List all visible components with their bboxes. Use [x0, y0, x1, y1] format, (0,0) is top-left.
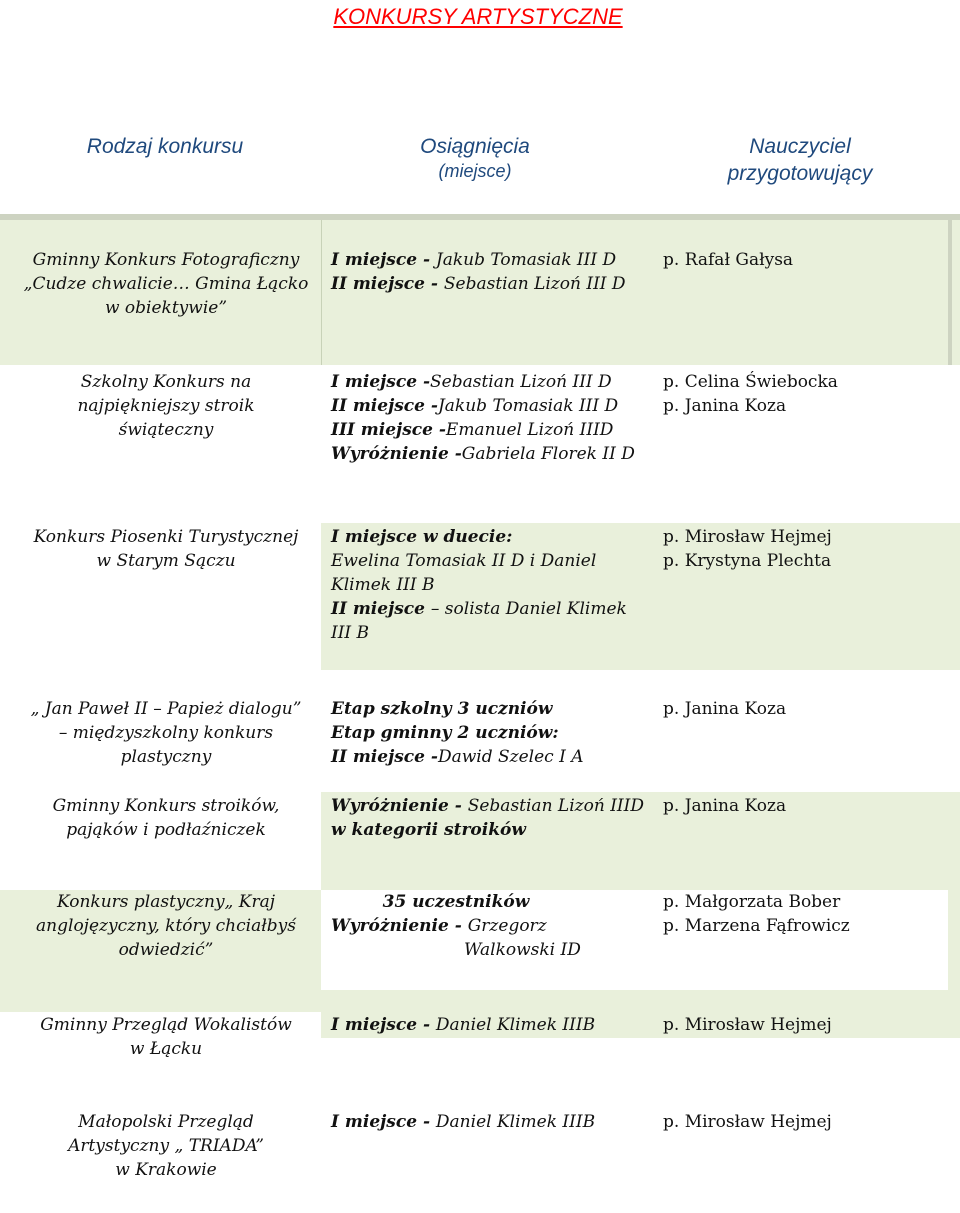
result-line: 35 uczestników	[382, 892, 530, 912]
teacher-name: p. Janina Koza	[663, 396, 787, 416]
contest-line: anglojęzyczny, który chciałbyś	[36, 916, 296, 936]
contest-line: w Łącku	[129, 1039, 203, 1059]
contest-line: Artystyczny „ TRIADA”	[68, 1136, 264, 1156]
table-row	[0, 890, 960, 1012]
contest-line: „ Jan Paweł II – Papież dialogu”	[30, 699, 302, 719]
contest-name	[16, 370, 316, 442]
teachers	[663, 794, 953, 818]
contest-name	[16, 525, 316, 573]
table-row	[0, 220, 960, 365]
table-row	[0, 365, 960, 520]
teachers	[663, 890, 953, 938]
header-achievements-sub: (miejsce)	[438, 161, 512, 181]
teacher-name: p. Celina Świebocka	[663, 372, 838, 392]
teacher-name: p. Mirosław Hejmej	[663, 527, 832, 547]
contest-line: Gminny Przegląd Wokalistów	[40, 1015, 292, 1035]
contest-line: Szkolny Konkurs na	[80, 372, 252, 392]
contest-name	[16, 890, 316, 962]
contest-line: Konkurs Piosenki Turystycznej	[33, 527, 299, 547]
results	[331, 248, 651, 296]
results	[331, 525, 651, 645]
contest-line: plastyczny	[120, 747, 212, 767]
page-title: KONKURSY ARTYSTYCZNE	[333, 4, 623, 29]
teacher-name: p. Rafał Gałysa	[663, 250, 794, 270]
result-line: Etap szkolny 3 uczniów	[331, 699, 553, 719]
result-line: I miejsce - Jakub Tomasiak III D	[331, 250, 617, 270]
table-right-border	[948, 220, 952, 365]
result-line: Wyróżnienie - Grzegorz	[331, 916, 547, 936]
contest-line: w obiektywie”	[104, 298, 228, 318]
table-row	[0, 1012, 960, 1110]
contest-name	[16, 1013, 316, 1061]
results	[331, 370, 651, 466]
teachers	[663, 248, 953, 272]
table-row	[0, 520, 960, 670]
header-achievements-label: Osiągnięcia	[420, 135, 530, 158]
header-teacher-line2: przygotowujący	[727, 162, 873, 185]
results	[331, 1110, 651, 1134]
contest-line: – międzyszkolny konkurs	[58, 723, 274, 743]
teachers	[663, 1110, 953, 1134]
teacher-name: p. Krystyna Plechta	[663, 551, 832, 571]
result-line: III B	[331, 623, 370, 643]
result-line: Walkowski ID	[464, 940, 581, 960]
results	[331, 794, 651, 842]
results	[331, 890, 651, 962]
result-line: I miejsce -Sebastian Lizoń III D	[331, 372, 612, 392]
result-line: II miejsce – solista Daniel Klimek	[331, 599, 627, 619]
result-line: Ewelina Tomasiak II D i Daniel	[331, 551, 597, 571]
contest-line: Gminny Konkurs stroików,	[52, 796, 280, 816]
result-line: w kategorii stroików	[331, 820, 526, 840]
results	[331, 1013, 651, 1037]
teacher-name: p. Mirosław Hejmej	[663, 1112, 832, 1132]
header-achievements	[330, 133, 620, 182]
teacher-name: p. Mirosław Hejmej	[663, 1015, 832, 1035]
teacher-name: p. Marzena Fąfrowicz	[663, 916, 850, 936]
table-row	[0, 670, 960, 890]
contest-name	[16, 697, 316, 769]
contest-line: Gminny Konkurs Fotograficzny	[32, 250, 300, 270]
contest-line: świąteczny	[118, 420, 214, 440]
teachers	[663, 525, 953, 573]
teacher-name: p. Janina Koza	[663, 699, 787, 719]
result-line: I miejsce w duecie:	[331, 527, 513, 547]
teacher-name: p. Janina Koza	[663, 796, 787, 816]
contest-line: Konkurs plastyczny„ Kraj	[56, 892, 276, 912]
column-divider	[321, 220, 322, 365]
contest-name	[16, 1110, 316, 1182]
result-line: I miejsce - Daniel Klimek IIIB	[331, 1015, 596, 1035]
result-line: Etap gminny 2 uczniów:	[331, 723, 559, 743]
contest-line: „Cudze chwalicie… Gmina Łącko	[23, 274, 309, 294]
contest-line: Małopolski Przegląd	[78, 1112, 254, 1132]
result-line: Wyróżnienie -Gabriela Florek II D	[331, 444, 635, 464]
teacher-name: p. Małgorzata Bober	[663, 892, 841, 912]
header-teacher	[640, 133, 960, 187]
contest-line: pająków i podłaźniczek	[66, 820, 266, 840]
contest-line: najpiękniejszy stroik	[77, 396, 255, 416]
results	[331, 697, 651, 769]
contest-line: w Starym Sączu	[96, 551, 236, 571]
result-line: Klimek III B	[331, 575, 435, 595]
result-line: II miejsce -Jakub Tomasiak III D	[331, 396, 619, 416]
result-line: I miejsce - Daniel Klimek IIIB	[331, 1112, 596, 1132]
teachers	[663, 697, 953, 721]
table-row	[0, 1110, 960, 1213]
contest-name	[16, 248, 316, 320]
contest-name	[16, 794, 316, 842]
result-line: Wyróżnienie - Sebastian Lizoń IIID	[331, 796, 644, 816]
result-line: II miejsce -Dawid Szelec I A	[331, 747, 584, 767]
result-line: II miejsce - Sebastian Lizoń III D	[331, 274, 626, 294]
teachers	[663, 1013, 953, 1037]
contest-line: w Krakowie	[115, 1160, 217, 1180]
header-teacher-line1: Nauczyciel	[749, 135, 851, 158]
contest-line: odwiedzić”	[118, 940, 214, 960]
teachers	[663, 370, 953, 418]
header-contest-type: Rodzaj konkursu	[86, 135, 244, 158]
result-line: III miejsce -Emanuel Lizoń IIID	[331, 420, 614, 440]
